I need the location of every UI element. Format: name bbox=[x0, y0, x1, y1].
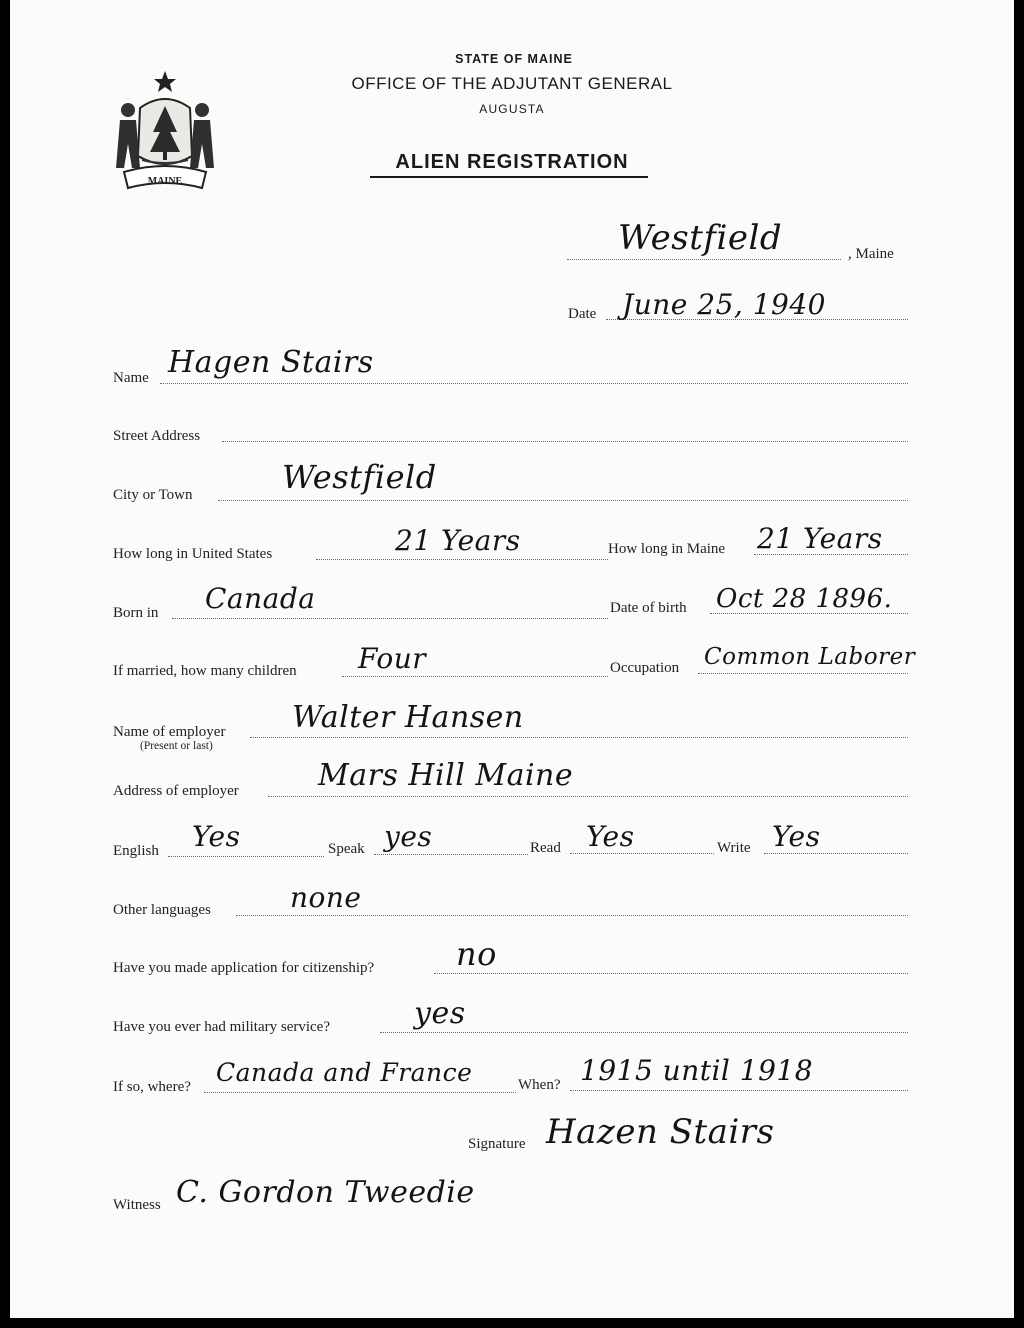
citizenship-line bbox=[434, 973, 908, 974]
city-line bbox=[218, 500, 908, 501]
military-line bbox=[380, 1032, 908, 1033]
citizenship-label: Have you made application for citizenship? bbox=[113, 960, 375, 976]
name-label: Name bbox=[113, 370, 149, 386]
signature-label: Signature bbox=[468, 1136, 526, 1152]
when-value[interactable]: 1915 until 1918 bbox=[580, 1054, 814, 1087]
title-underline bbox=[370, 176, 648, 178]
other-languages-label: Other languages bbox=[113, 902, 211, 918]
form-title: ALIEN REGISTRATION bbox=[395, 151, 629, 173]
svg-text:MAINE: MAINE bbox=[147, 176, 183, 187]
born-value[interactable]: Canada bbox=[205, 582, 316, 615]
dob-value[interactable]: Oct 28 1896. bbox=[716, 584, 893, 614]
children-label: If married, how many children bbox=[113, 663, 297, 679]
office-heading: OFFICE OF THE ADJUTANT GENERAL bbox=[351, 74, 673, 93]
other-languages-value[interactable]: none bbox=[290, 881, 362, 914]
city-label: City or Town bbox=[113, 487, 193, 503]
write-value[interactable]: Yes bbox=[772, 820, 821, 853]
occupation-label: Occupation bbox=[610, 660, 680, 676]
where-line bbox=[204, 1092, 516, 1093]
employer-line bbox=[250, 737, 908, 738]
other-languages-line bbox=[236, 915, 908, 916]
state-heading: STATE OF MAINE bbox=[455, 52, 573, 66]
dob-label: Date of birth bbox=[610, 600, 687, 616]
us-time-value[interactable]: 21 Years bbox=[395, 524, 521, 557]
street-label: Street Address bbox=[113, 428, 201, 444]
speak-label: Speak bbox=[328, 841, 365, 857]
read-line bbox=[570, 853, 714, 854]
occupation-value[interactable]: Common Laborer bbox=[704, 644, 916, 670]
military-value[interactable]: yes bbox=[414, 996, 466, 1031]
born-line bbox=[172, 618, 608, 619]
employer-address-label: Address of employer bbox=[113, 783, 239, 799]
write-line bbox=[764, 853, 908, 854]
employer-address-line bbox=[268, 796, 908, 797]
when-line bbox=[570, 1090, 908, 1091]
employer-address-value[interactable]: Mars Hill Maine bbox=[318, 758, 574, 793]
english-label: English bbox=[113, 843, 159, 859]
born-label: Born in bbox=[113, 605, 159, 621]
place-label: , Maine bbox=[848, 246, 894, 262]
date-value[interactable]: June 25, 1940 bbox=[622, 288, 826, 321]
name-line bbox=[160, 383, 908, 384]
date-label: Date bbox=[568, 306, 597, 322]
us-time-line bbox=[316, 559, 608, 560]
place-value[interactable]: Westfield bbox=[618, 218, 783, 258]
read-label: Read bbox=[530, 840, 561, 856]
citizenship-value[interactable]: no bbox=[456, 935, 497, 973]
city-value[interactable]: Westfield bbox=[282, 458, 437, 496]
write-label: Write bbox=[717, 840, 751, 856]
children-line bbox=[342, 676, 608, 677]
name-value[interactable]: Hagen Stairs bbox=[168, 345, 374, 380]
where-value[interactable]: Canada and France bbox=[216, 1058, 473, 1087]
english-line bbox=[168, 856, 324, 857]
witness-label: Witness bbox=[113, 1197, 161, 1213]
street-line bbox=[222, 441, 908, 442]
read-value[interactable]: Yes bbox=[586, 820, 635, 853]
children-value[interactable]: Four bbox=[358, 642, 427, 675]
employer-sublabel: (Present or last) bbox=[140, 740, 213, 752]
military-label: Have you ever had military service? bbox=[113, 1019, 330, 1035]
witness-value[interactable]: C. Gordon Tweedie bbox=[176, 1175, 475, 1210]
english-value[interactable]: Yes bbox=[192, 820, 241, 853]
where-label: If so, where? bbox=[113, 1079, 191, 1095]
place-line bbox=[567, 259, 841, 260]
maine-time-label: How long in Maine bbox=[608, 541, 726, 557]
speak-value[interactable]: yes bbox=[384, 820, 433, 853]
maine-time-value[interactable]: 21 Years bbox=[757, 522, 883, 555]
occupation-line bbox=[698, 673, 908, 674]
employer-value[interactable]: Walter Hansen bbox=[292, 700, 524, 735]
us-time-label: How long in United States bbox=[113, 546, 273, 562]
speak-line bbox=[374, 854, 528, 855]
when-label: When? bbox=[518, 1077, 561, 1093]
city-heading: AUGUSTA bbox=[479, 102, 545, 116]
signature-value[interactable]: Hazen Stairs bbox=[546, 1112, 775, 1152]
employer-label: Name of employer bbox=[113, 724, 226, 740]
